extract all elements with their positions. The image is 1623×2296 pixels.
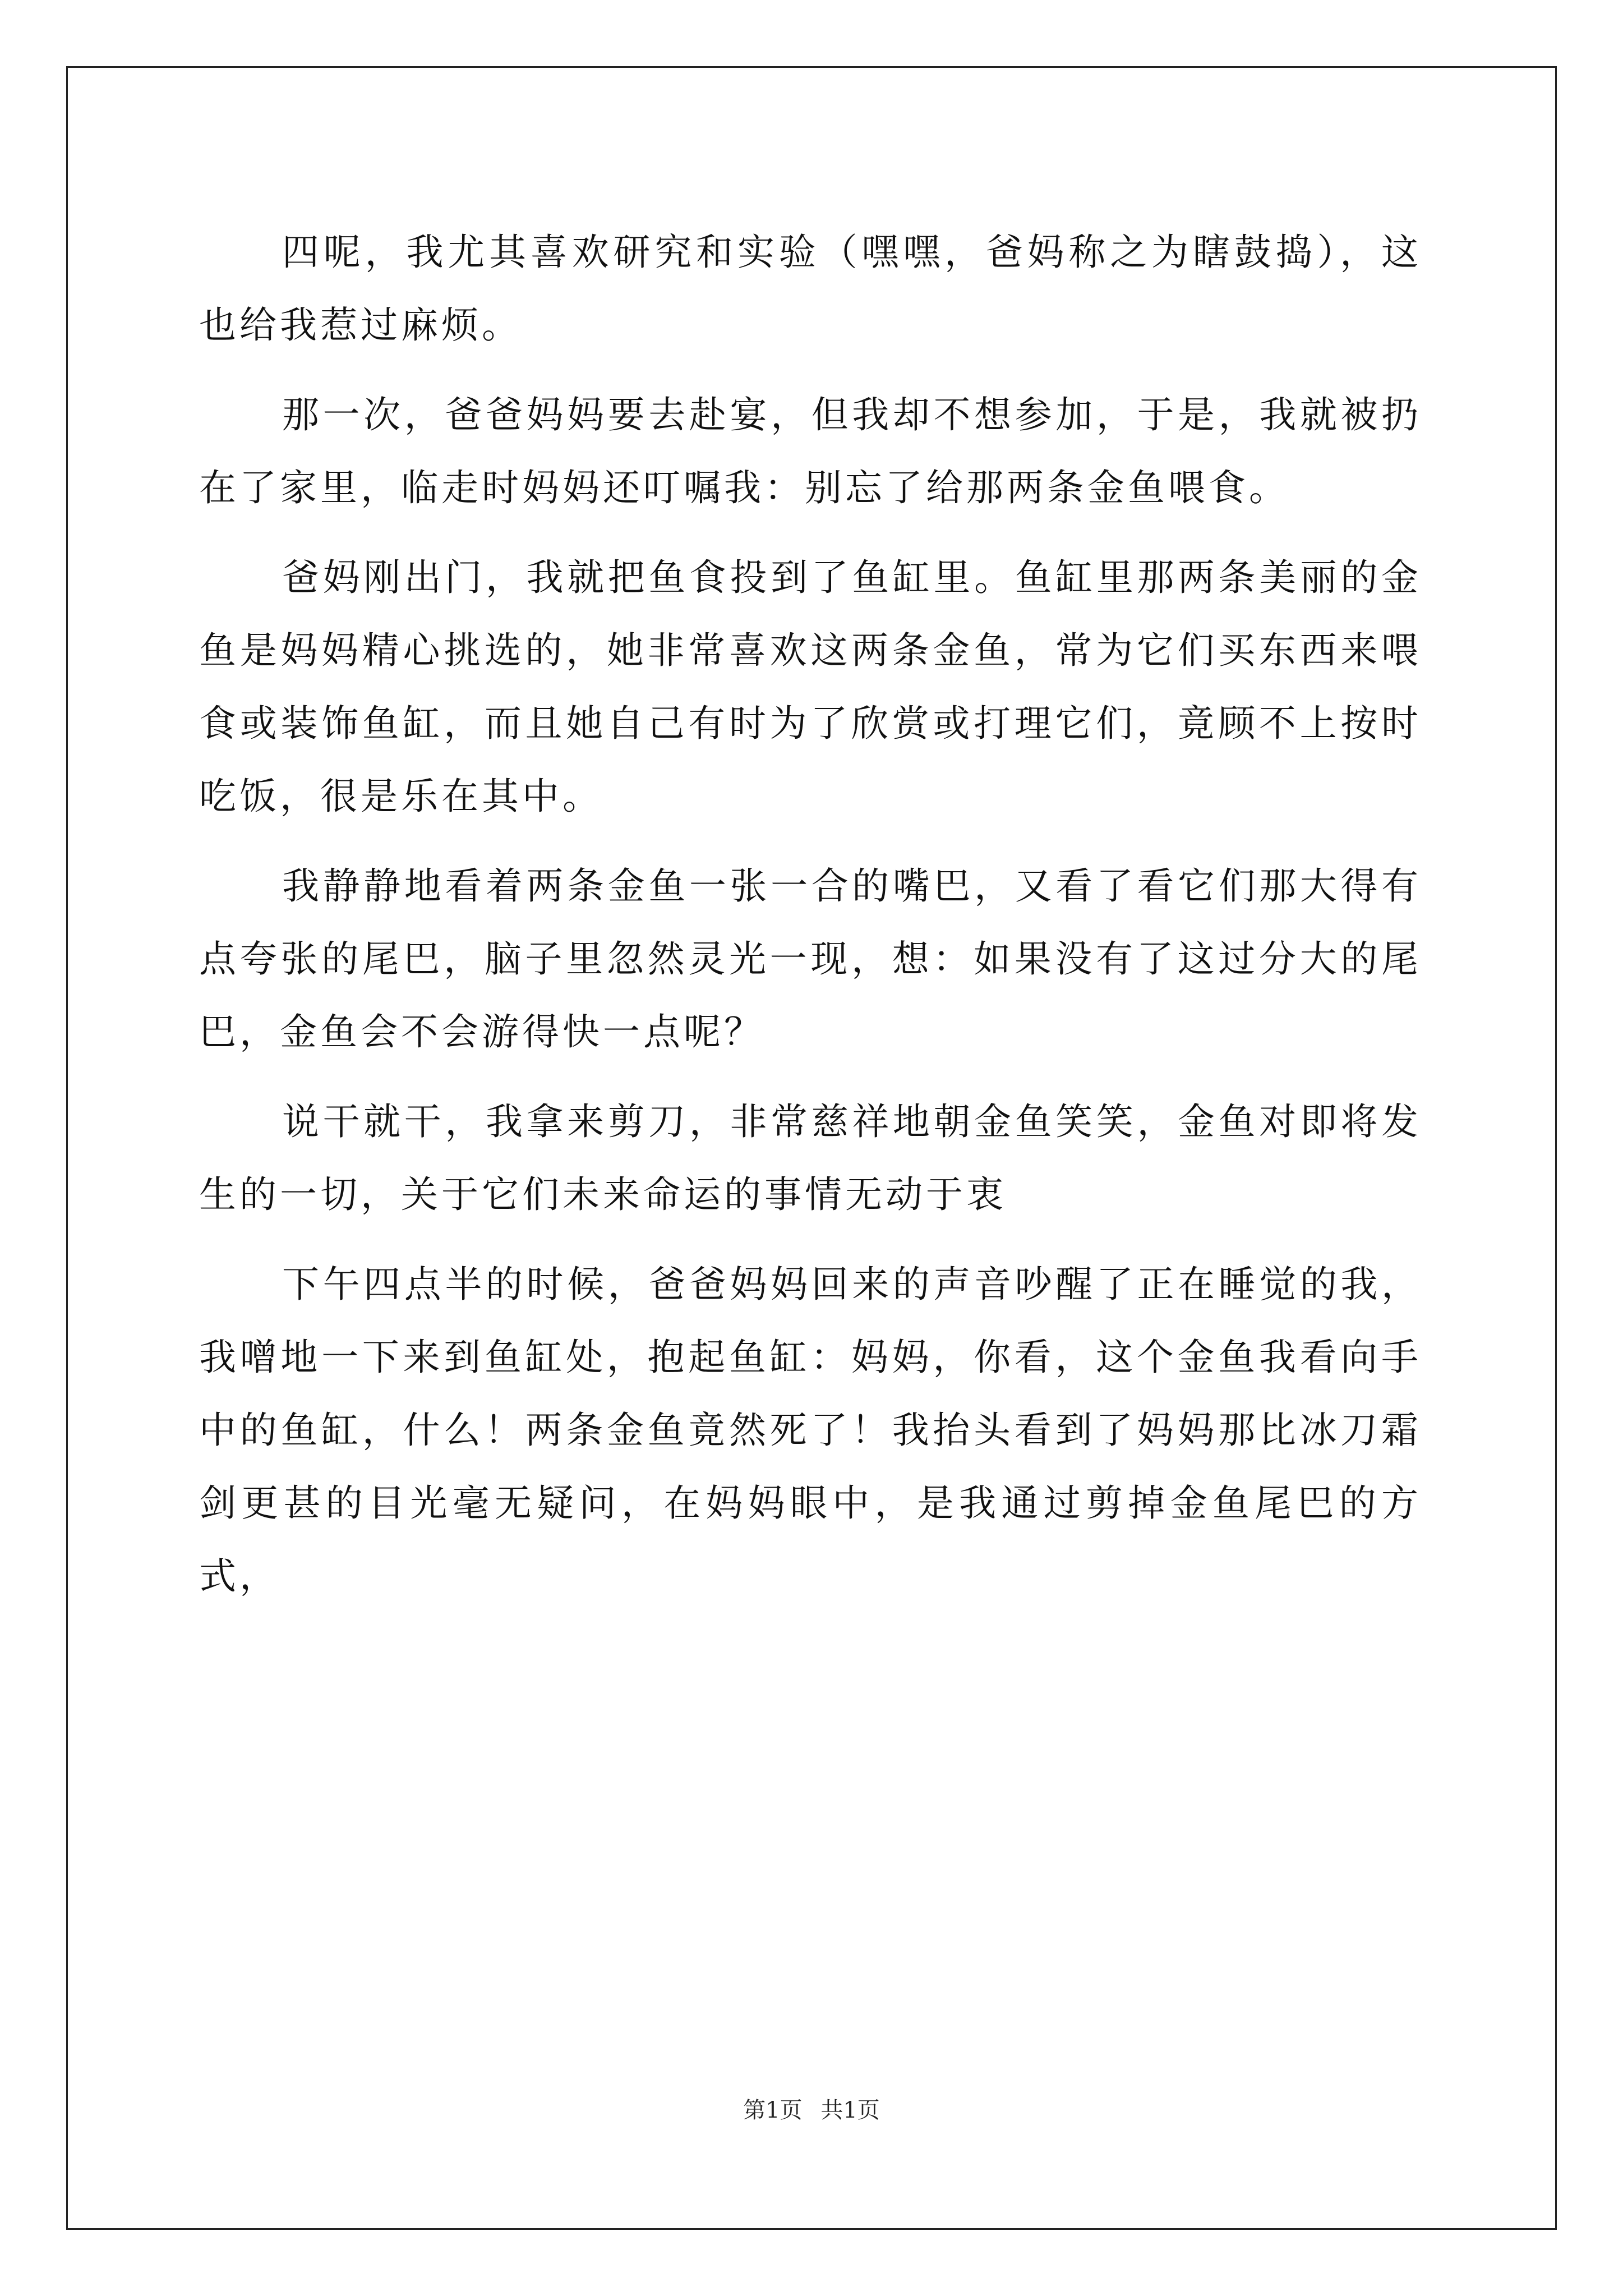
page-total: 共1页 bbox=[820, 2097, 880, 2123]
paragraph: 四呢，我尤其喜欢研究和实验（嘿嘿，爸妈称之为瞎鼓捣），这也给我惹过麻烦。 bbox=[199, 231, 1422, 347]
paragraph: 说干就干，我拿来剪刀，非常慈祥地朝金鱼笑笑，金鱼对即将发生的一切，关于它们未来命运的事情无动于衷 bbox=[199, 1100, 1422, 1216]
page-number: 第1页 bbox=[743, 2097, 803, 2123]
paragraph: 爸妈刚出门，我就把鱼食投到了鱼缸里。鱼缸里那两条美丽的金鱼是妈妈精心挑选的，她非常喜欢这两条金鱼，常为它们买东西来喂食或装饰鱼缸，而且她自己有时为了欣赏或打理它们，竟顾不上按时吃饭，很是乐在其中。 bbox=[199, 556, 1422, 818]
paragraph: 那一次，爸爸妈妈要去赴宴，但我却不想参加，于是，我就被扔在了家里，临走时妈妈还叮嘱我：别忘了给那两条金鱼喂食。 bbox=[199, 393, 1422, 509]
page-footer bbox=[0, 2092, 1623, 2124]
paragraph: 下午四点半的时候，爸爸妈妈回来的声音吵醒了正在睡觉的我，我噌地一下来到鱼缸处，抱起鱼缸：妈妈，你看，这个金鱼我看向手中的鱼缸，什么！两条金鱼竟然死了！我抬头看到了妈妈那比冰刀霜剑更甚的目光毫无疑问，在妈妈眼中，是我通过剪掉金鱼尾巴的方式， bbox=[199, 1263, 1422, 1598]
document-body bbox=[199, 216, 1422, 1630]
paragraph: 我静静地看着两条金鱼一张一合的嘴巴，又看了看它们那大得有点夸张的尾巴，脑子里忽然灵光一现，想：如果没有了这过分大的尾巴，金鱼会不会游得快一点呢？ bbox=[199, 864, 1422, 1053]
